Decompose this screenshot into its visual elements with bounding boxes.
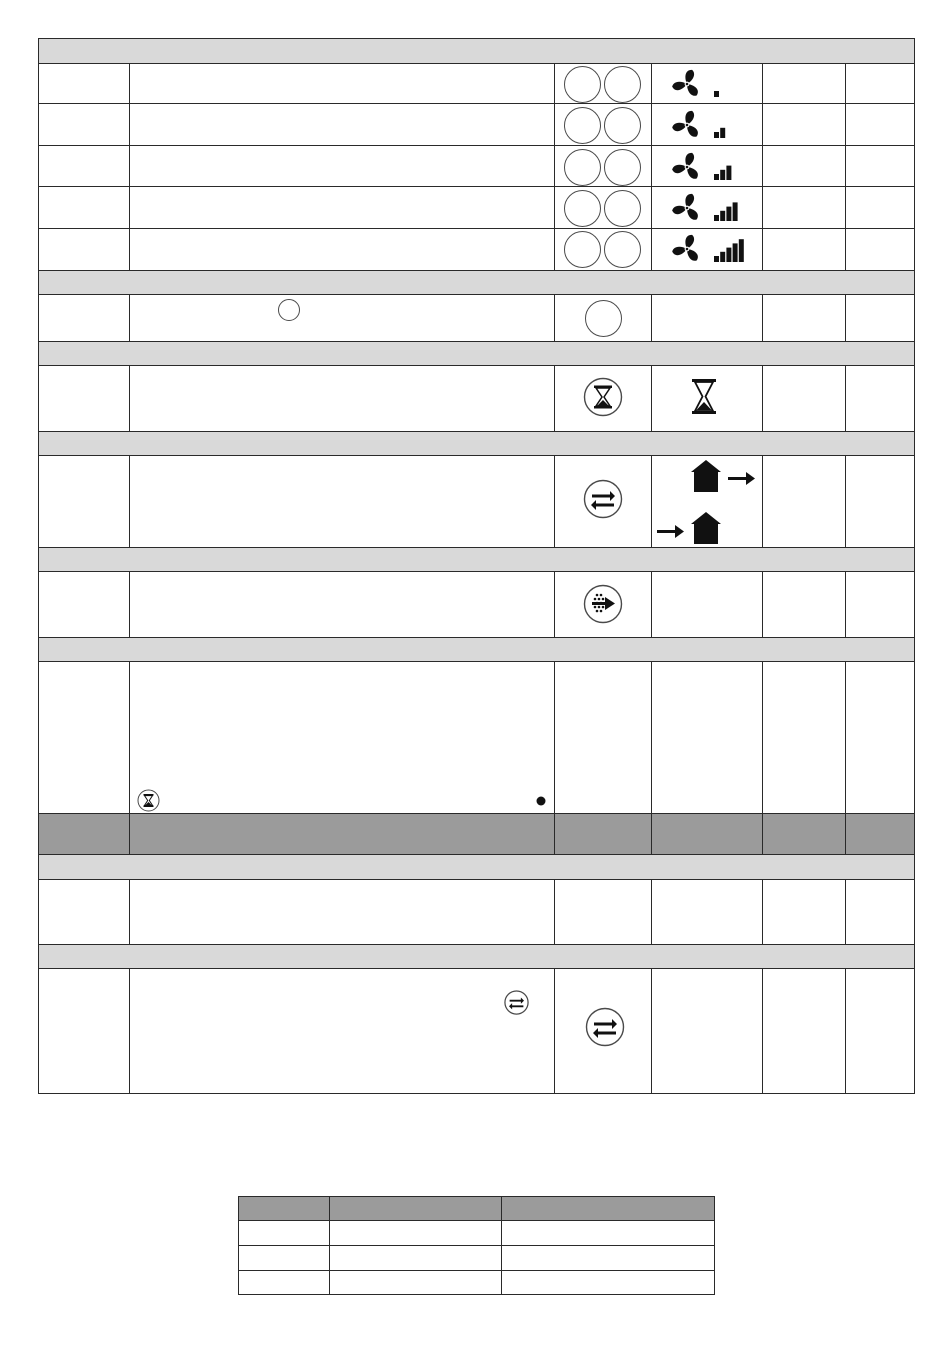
small-table-line xyxy=(238,1196,715,1197)
section-band-heading-dark xyxy=(38,813,914,854)
exchange-arrows-inline-icon xyxy=(504,990,529,1015)
fan-level-bar xyxy=(733,243,738,262)
table-line xyxy=(38,38,915,39)
mode-button-right[interactable] xyxy=(604,66,641,103)
table-line xyxy=(38,228,915,229)
table-line xyxy=(762,365,763,431)
section-band-power xyxy=(38,270,914,294)
table-line xyxy=(845,365,846,431)
table-line xyxy=(845,879,846,944)
table-line xyxy=(129,63,130,270)
hourglass-button-icon[interactable] xyxy=(583,377,623,417)
table-line xyxy=(651,661,652,854)
fan-level-bar xyxy=(714,215,719,221)
fan-speed-2-icon xyxy=(670,108,750,142)
table-line xyxy=(651,455,652,547)
table-line xyxy=(38,145,915,146)
table-line xyxy=(845,571,846,637)
table-line xyxy=(129,455,130,547)
section-band-lower-1 xyxy=(38,854,914,879)
small-table-line xyxy=(238,1270,715,1271)
table-line xyxy=(38,270,915,271)
table-line xyxy=(38,103,915,104)
mode-button-right[interactable] xyxy=(604,190,641,227)
section-band-lower-2 xyxy=(38,944,914,968)
section-band-timer xyxy=(38,341,914,365)
section-band-filter xyxy=(38,547,914,571)
table-line xyxy=(914,38,915,1094)
table-line xyxy=(38,968,915,969)
filter-arrow-button-icon[interactable] xyxy=(583,584,623,624)
mode-button-left[interactable] xyxy=(564,66,601,103)
mode-button-right[interactable] xyxy=(604,231,641,268)
table-line xyxy=(38,365,915,366)
small-table-line xyxy=(501,1196,502,1295)
table-line xyxy=(129,968,130,1093)
table-line xyxy=(38,186,915,187)
table-line xyxy=(38,813,915,814)
table-line xyxy=(129,294,130,341)
small-table-header xyxy=(238,1196,714,1220)
table-line xyxy=(38,294,915,295)
small-table-line xyxy=(238,1196,239,1295)
section-band-mode xyxy=(38,431,914,455)
fan-level-bar xyxy=(726,248,731,262)
table-line xyxy=(651,968,652,1093)
hourglass-inline-icon xyxy=(137,789,160,812)
section-band-indicator xyxy=(38,637,914,661)
table-line xyxy=(845,661,846,854)
table-line xyxy=(38,854,915,855)
table-line xyxy=(38,38,39,1094)
small-table-line xyxy=(238,1294,715,1295)
small-table-line xyxy=(329,1196,330,1295)
fan-speed-1-icon xyxy=(670,67,750,101)
table-line xyxy=(554,63,555,270)
mode-button-left[interactable] xyxy=(564,107,601,144)
fan-level-bar xyxy=(714,91,719,97)
hourglass-icon xyxy=(689,378,719,416)
table-line xyxy=(651,571,652,637)
table-line xyxy=(762,294,763,341)
table-line xyxy=(38,571,915,572)
mode-button-left[interactable] xyxy=(564,190,601,227)
table-line xyxy=(762,879,763,944)
fan-level-bar xyxy=(720,170,725,180)
table-line xyxy=(651,294,652,341)
fan-level-bar xyxy=(733,202,738,221)
fan-level-bar xyxy=(720,128,725,138)
small-table-line xyxy=(238,1245,715,1246)
house-exhaust-icon xyxy=(688,458,758,494)
table-line xyxy=(845,294,846,341)
table-line xyxy=(554,455,555,547)
indicator-dot-icon xyxy=(535,795,547,807)
fan-level-bar xyxy=(726,166,731,180)
table-line xyxy=(129,879,130,944)
table-line xyxy=(554,661,555,854)
exchange-arrows-button-icon[interactable] xyxy=(583,479,623,519)
fan-level-bar xyxy=(714,256,719,262)
table-line xyxy=(38,431,915,432)
exchange-arrows-button-icon[interactable] xyxy=(585,1007,625,1047)
house-supply-icon xyxy=(656,510,726,546)
mode-button-left[interactable] xyxy=(564,231,601,268)
inline-button-icon xyxy=(278,299,300,321)
mode-button-right[interactable] xyxy=(604,149,641,186)
table-line xyxy=(38,547,915,548)
table-line xyxy=(129,571,130,637)
table-line xyxy=(762,63,763,270)
fan-level-bar xyxy=(720,211,725,221)
fan-speed-5-icon xyxy=(670,232,750,266)
table-line xyxy=(554,365,555,431)
fan-level-bar xyxy=(714,174,719,180)
table-line xyxy=(762,661,763,854)
table-line xyxy=(845,63,846,270)
mode-button-left[interactable] xyxy=(564,149,601,186)
fan-speed-3-icon xyxy=(670,150,750,184)
table-line xyxy=(762,968,763,1093)
table-line xyxy=(38,637,915,638)
power-button[interactable] xyxy=(585,300,622,337)
fan-level-bar xyxy=(714,132,719,138)
fan-level-bar xyxy=(720,252,725,262)
table-line xyxy=(38,341,915,342)
table-line xyxy=(129,661,130,854)
table-line xyxy=(554,879,555,944)
table-line xyxy=(554,294,555,341)
table-line xyxy=(38,1093,915,1094)
small-table-line xyxy=(238,1220,715,1221)
section-band-fan-speed xyxy=(38,38,914,63)
small-table-line xyxy=(714,1196,715,1295)
table-line xyxy=(38,63,915,64)
table-line xyxy=(38,944,915,945)
table-line xyxy=(129,365,130,431)
mode-button-right[interactable] xyxy=(604,107,641,144)
table-line xyxy=(762,571,763,637)
fan-level-bar xyxy=(726,207,731,221)
table-line xyxy=(38,455,915,456)
table-line xyxy=(651,63,652,270)
table-line xyxy=(38,661,915,662)
table-line xyxy=(38,879,915,880)
fan-speed-4-icon xyxy=(670,191,750,225)
table-line xyxy=(554,968,555,1093)
fan-level-bar xyxy=(739,239,744,262)
table-line xyxy=(554,571,555,637)
table-line xyxy=(651,365,652,431)
table-line xyxy=(845,455,846,547)
table-line xyxy=(845,968,846,1093)
table-line xyxy=(651,879,652,944)
table-line xyxy=(762,455,763,547)
